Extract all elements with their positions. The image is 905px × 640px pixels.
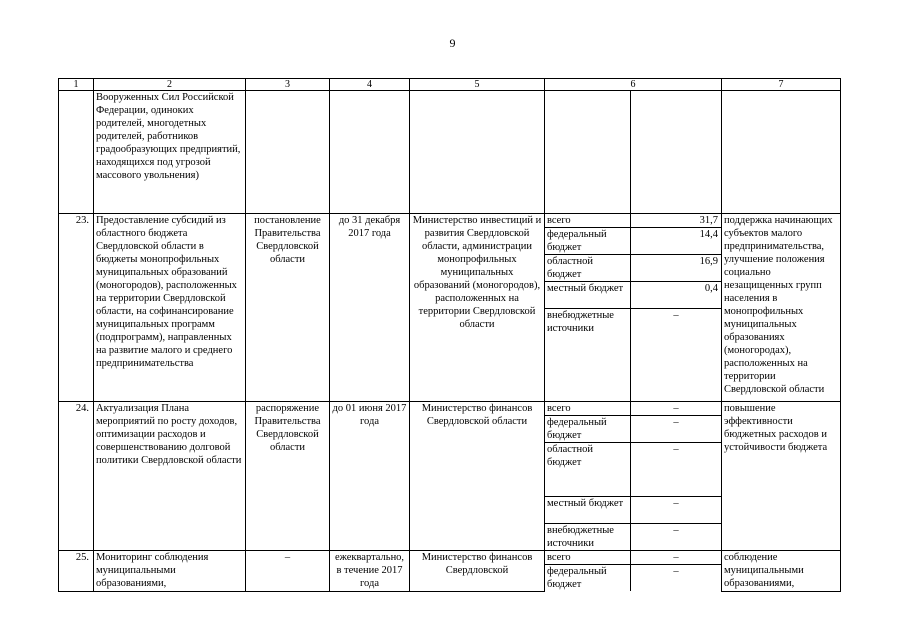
header-cell: 1: [59, 79, 94, 91]
header-cell: 5: [410, 79, 545, 91]
fin-value-cell: –: [631, 551, 722, 565]
table-row: [59, 91, 841, 214]
executor-cell: [410, 91, 545, 214]
result-cell: поддержка начинающих субъектов малого предпринимательства, улучшение положения социально незащищенных групп населения в монопрофильных муниципальных образованиях (моногородах), расположенных на территории Свердловской области: [722, 214, 841, 402]
fin-source-cell: местный бюджет: [545, 497, 631, 524]
executor-cell: Министерство финансов Свердловской: [410, 551, 545, 592]
fin-source-cell: федеральный бюджет: [545, 416, 631, 443]
fin-source-cell: внебюджетные источники: [545, 309, 631, 402]
result-cell: соблюдение муниципальными образованиями,: [722, 551, 841, 592]
fin-value-cell: –: [631, 497, 722, 524]
fin-source-cell: федеральный бюджет: [545, 228, 631, 255]
table-row: [59, 402, 841, 416]
fin-source-cell: местный бюджет: [545, 282, 631, 309]
measures-table: [58, 78, 841, 592]
measure-cell: Актуализация Плана мероприятий по росту доходов, оптимизации расходов и совершенствованию долговой политики Свердловской области: [94, 402, 246, 551]
fin-source-cell: областной бюджет: [545, 255, 631, 282]
fin-source-cell: внебюджетные источники: [545, 524, 631, 551]
num-cell: [59, 91, 94, 214]
fin-value-cell: [631, 91, 722, 214]
fin-source-cell: областной бюджет: [545, 443, 631, 497]
result-cell: [722, 91, 841, 214]
num-cell: 24.: [59, 402, 94, 551]
executor-cell: Министерство инвестиций и развития Свердловской области, администрации монопрофильных муниципальных образований (моногородов), расположенных на территории Свердловской области: [410, 214, 545, 402]
fin-source-cell: федеральный бюджет: [545, 565, 631, 592]
fin-value-cell: –: [631, 309, 722, 402]
fin-value-cell: –: [631, 443, 722, 497]
header-cell: 4: [330, 79, 410, 91]
deadline-cell: [330, 91, 410, 214]
fin-value-cell: –: [631, 402, 722, 416]
measure-cell: Мониторинг соблюдения муниципальными образованиями,: [94, 551, 246, 592]
num-cell: 23.: [59, 214, 94, 402]
fin-source-cell: всего: [545, 214, 631, 228]
fin-value-cell: 31,7: [631, 214, 722, 228]
fin-value-cell: 16,9: [631, 255, 722, 282]
deadline-cell: до 01 июня 2017 года: [330, 402, 410, 551]
fin-source-cell: всего: [545, 551, 631, 565]
fin-value-cell: –: [631, 565, 722, 592]
header-cell: 2: [94, 79, 246, 91]
fin-source-cell: [545, 91, 631, 214]
measure-cell: Предоставление субсидий из областного бюджета Свердловской области в бюджеты монопрофильных муниципальных образований (моногородов), расположенных на территории Свердловской области, на софинансирование муниципальных программ (подпрограмм), направленных на развитие малого и среднего предпринимательства: [94, 214, 246, 402]
table-row: [59, 214, 841, 228]
page-number: 9: [449, 36, 456, 50]
fin-source-cell: всего: [545, 402, 631, 416]
deadline-cell: до 31 декабря 2017 года: [330, 214, 410, 402]
doc-cell: постановление Правительства Свердловской области: [246, 214, 330, 402]
doc-cell: распоряжение Правительства Свердловской области: [246, 402, 330, 551]
measure-cell: Вооруженных Сил Российской Федерации, одиноких родителей, многодетных родителей, работников градообразующих предприятий, находящихся под угрозой массового увольнения): [94, 91, 246, 214]
header-cell: 7: [722, 79, 841, 91]
result-cell: повышение эффективности бюджетных расходов и устойчивости бюджета: [722, 402, 841, 551]
fin-value-cell: –: [631, 524, 722, 551]
doc-cell: [246, 91, 330, 214]
fin-value-cell: 14,4: [631, 228, 722, 255]
executor-cell: Министерство финансов Свердловской области: [410, 402, 545, 551]
header-cell: 3: [246, 79, 330, 91]
table-row: [59, 551, 841, 565]
doc-cell: –: [246, 551, 330, 592]
header-row: [59, 79, 841, 91]
num-cell: 25.: [59, 551, 94, 592]
fin-value-cell: 0,4: [631, 282, 722, 309]
fin-value-cell: –: [631, 416, 722, 443]
header-cell: 6: [545, 79, 722, 91]
deadline-cell: ежеквартально, в течение 2017 года: [330, 551, 410, 592]
